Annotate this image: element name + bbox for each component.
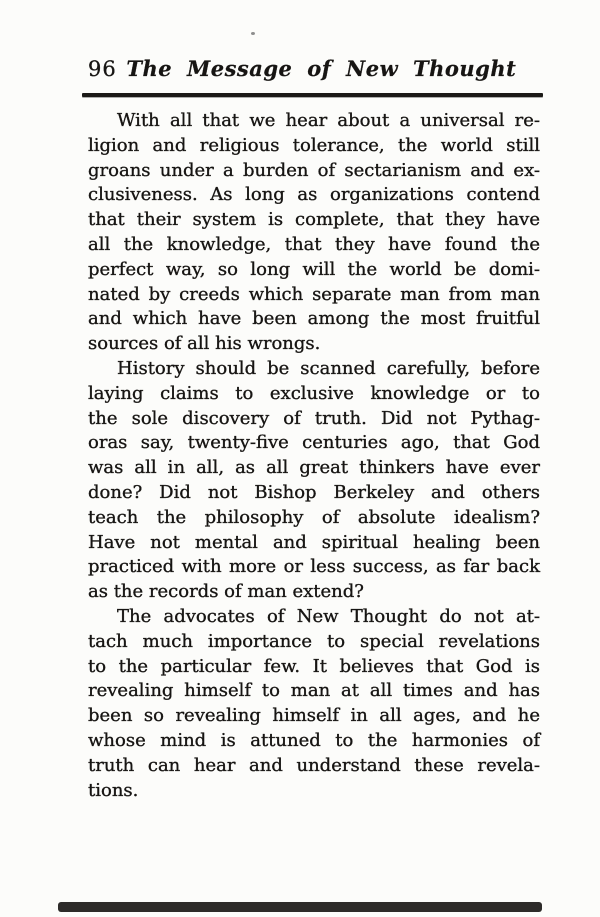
text-line: laying claims to exclusive knowledge or to <box>88 382 540 404</box>
text-line: done? Did not Bishop Berkeley and others <box>88 481 540 503</box>
text-line: tions. <box>88 779 139 801</box>
text-line: revealing himself to man at all times and has <box>88 680 540 702</box>
text-line: oras say, twenty-five centuries ago, that God <box>88 432 540 454</box>
text-line: all the knowledge, that they have found the <box>88 233 540 255</box>
text-line: as the records of man extend? <box>88 581 364 603</box>
text-line: clusiveness. As long as organizations contend <box>88 184 540 206</box>
body-text <box>88 109 540 803</box>
text-line: Have not mental and spiritual healing been <box>88 531 540 553</box>
paragraph <box>88 357 540 605</box>
text-line: nated by creeds which separate man from man <box>88 283 540 305</box>
text-line: been so revealing himself in all ages, and he <box>88 705 540 727</box>
text-line: the sole discovery of truth. Did not Pythag- <box>88 407 540 429</box>
text-line: was all in all, as all great thinkers have ever <box>88 457 540 479</box>
text-line: practiced with more or less success, as far back <box>88 556 540 578</box>
text-line: teach the philosophy of absolute idealism? <box>88 506 540 528</box>
page-number: 96 <box>88 57 117 81</box>
ink-speck <box>251 32 255 35</box>
scan-edge-bar <box>58 902 542 912</box>
paragraph <box>88 605 540 803</box>
paragraph <box>88 109 540 357</box>
text-line: The advocates of New Thought do not at- <box>117 605 540 627</box>
text-line: History should be scanned carefully, before <box>117 357 540 379</box>
text-line: that their system is complete, that they have <box>88 209 540 231</box>
running-title: The Message of New Thought <box>126 56 517 81</box>
text-line: truth can hear and understand these revela- <box>88 754 540 776</box>
text-line: sources of all his wrongs. <box>88 333 321 355</box>
text-line: groans under a burden of sectarianism and ex- <box>88 159 540 181</box>
page-header <box>88 56 540 81</box>
text-line: to the particular few. It believes that God is <box>88 655 540 677</box>
text-line: tach much importance to special revelations <box>88 630 540 652</box>
text-line: whose mind is attuned to the harmonies of <box>88 729 540 751</box>
text-line: and which have been among the most fruitful <box>88 308 540 330</box>
text-line: perfect way, so long will the world be domi- <box>88 258 540 280</box>
text-line: With all that we hear about a universal re- <box>117 110 540 131</box>
text-line: ligion and religious tolerance, the world still <box>88 134 540 156</box>
header-rule <box>82 93 543 97</box>
